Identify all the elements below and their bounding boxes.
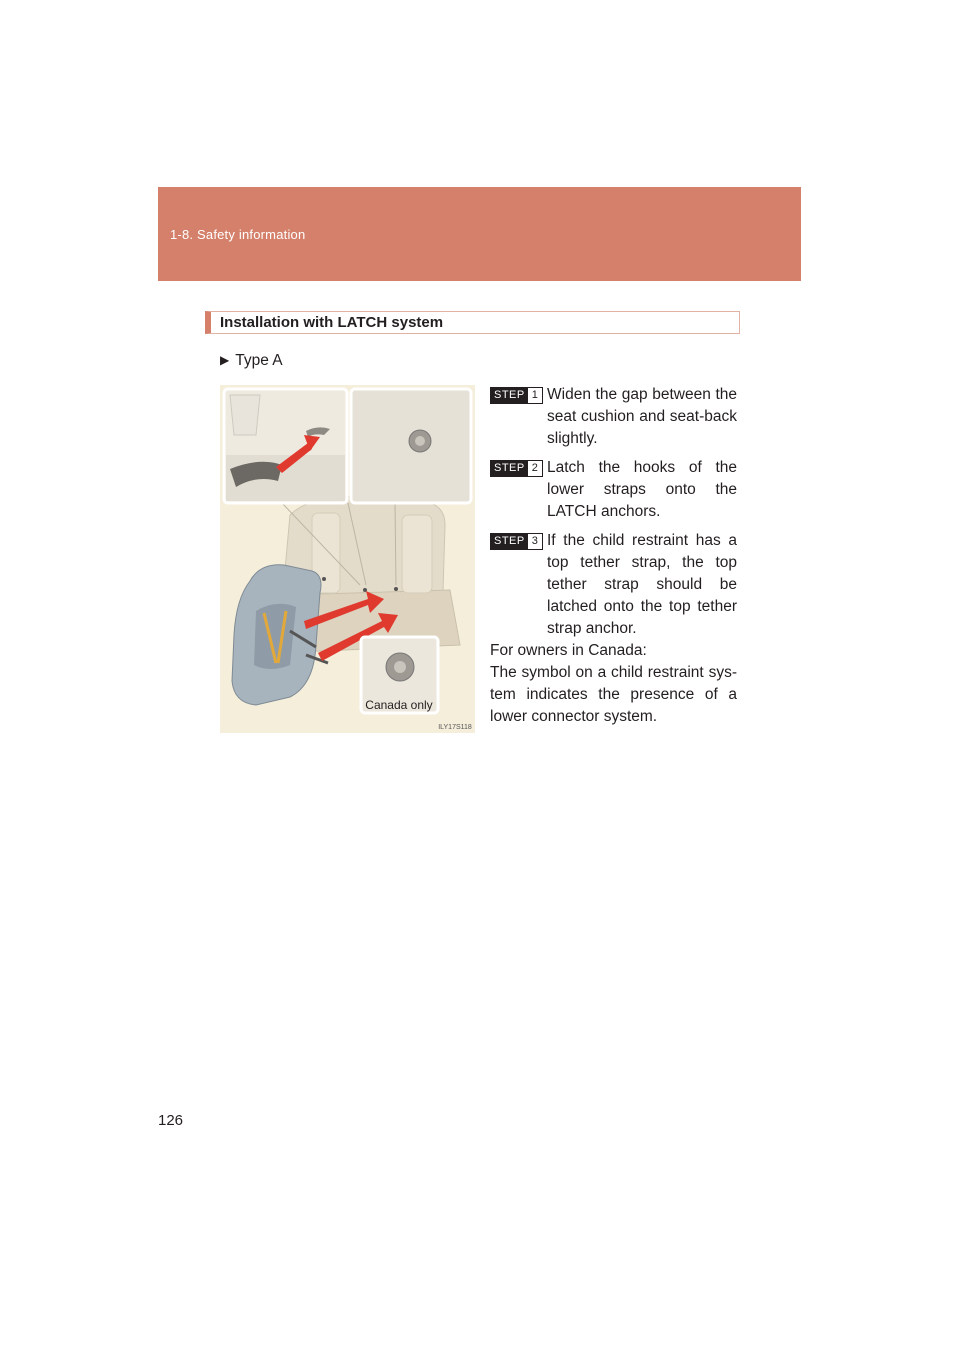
note-heading: For owners in Canada: bbox=[490, 642, 647, 659]
type-label bbox=[220, 352, 283, 370]
illustration-code: ILY17S118 bbox=[438, 724, 472, 731]
latch-illustration bbox=[220, 385, 475, 733]
subheading: Installation with LATCH system bbox=[220, 314, 444, 331]
step-3 bbox=[490, 530, 737, 640]
header-band bbox=[158, 187, 801, 281]
latch-illustration-drawing bbox=[220, 385, 475, 733]
step-badge: STEP 3 bbox=[490, 533, 543, 550]
type-label-text: Type A bbox=[235, 352, 283, 369]
section-title: 1-8. Safety information bbox=[170, 227, 306, 242]
step-2 bbox=[490, 457, 737, 523]
subheading-box bbox=[205, 311, 740, 334]
canada-only-caption: Canada only bbox=[365, 698, 433, 712]
step-1 bbox=[490, 384, 737, 450]
inset-symbol bbox=[351, 389, 471, 503]
step-list bbox=[490, 384, 737, 647]
step-badge: STEP 1 bbox=[490, 387, 543, 404]
inset-canada bbox=[361, 637, 438, 713]
triangle-icon: ▶ bbox=[220, 353, 230, 367]
step-text: Widen the gap between the seat cushion and seat-back slightly. bbox=[547, 386, 737, 447]
inset-anchor bbox=[224, 389, 347, 503]
step-text: Latch the hooks of the lower straps onto the LATCH anchors. bbox=[547, 459, 737, 520]
canada-note bbox=[490, 640, 737, 728]
page-number: 126 bbox=[158, 1112, 184, 1129]
note-text: The symbol on a child restraint sys-tem indicates the presence of a lower connector system. bbox=[490, 664, 737, 725]
step-badge: STEP 2 bbox=[490, 460, 543, 477]
step-text: If the child restraint has a top tether strap, the top tether strap should be latched onto the top tether strap anchor. bbox=[547, 532, 737, 637]
